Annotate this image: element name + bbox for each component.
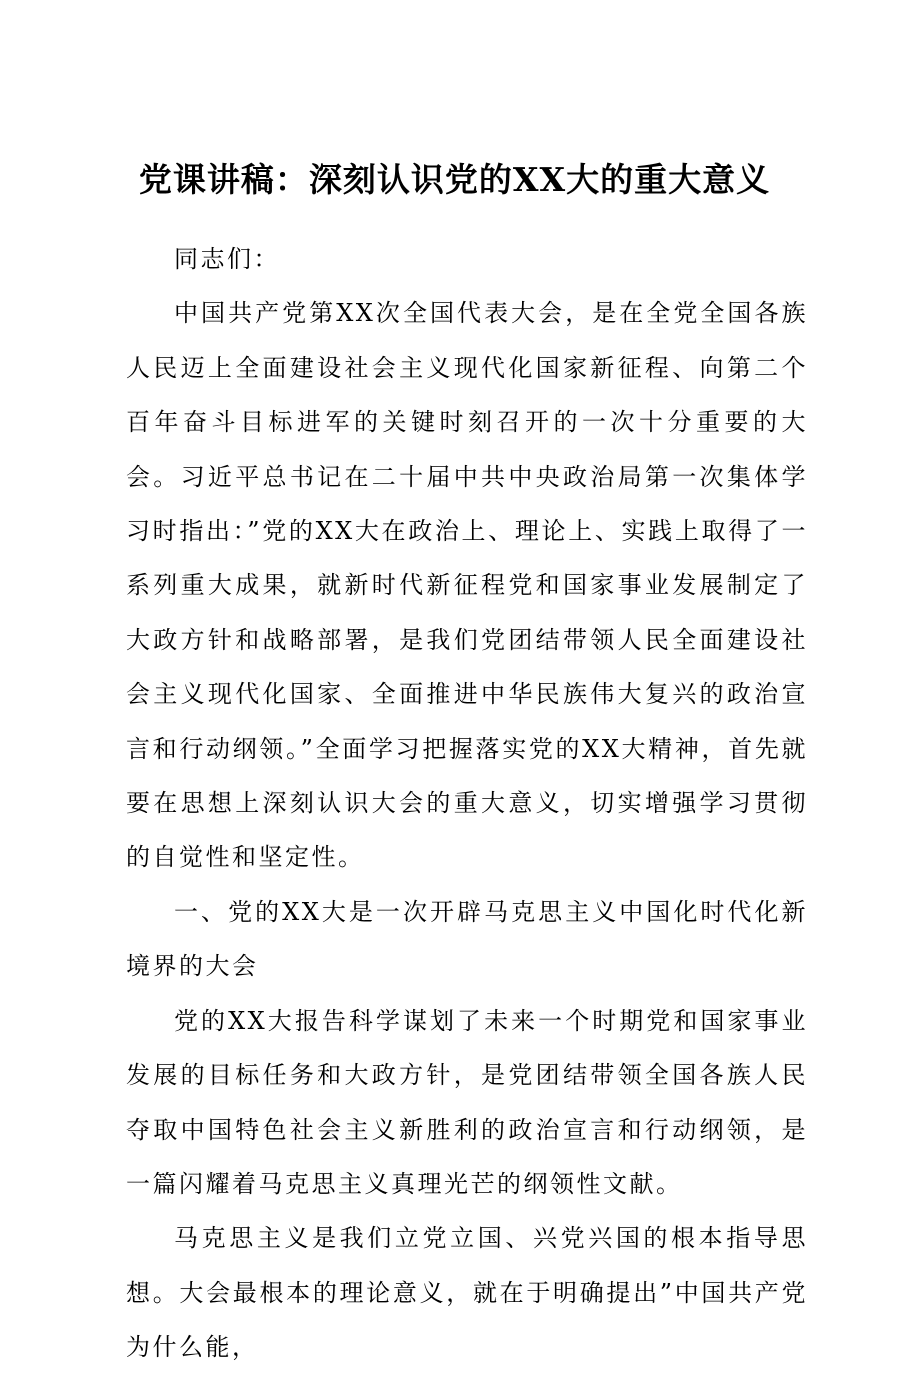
- document-body: [126, 232, 808, 1375]
- document-title: 党课讲稿：深刻认识党的XX大的重大意义: [138, 160, 771, 199]
- section-heading-1: 一、党的XX大是一次开辟马克思主义中国化时代化新境界的大会: [126, 897, 808, 981]
- intro-paragraph: 中国共产党第XX次全国代表大会，是在全党全国各族人民迈上全面建设社会主义现代化国家新征程、向第二个百年奋斗目标进军的关键时刻召开的一次十分重要的大会。习近平总书记在二十届中共中央政治局第一次集体学习时指出：”党的XX大在政治上、理论上、实践上取得了一系列重大成果，就新时代新征程党和国家事业发展制定了大政方针和战略部署，是我们党团结带领人民全面建设社会主义现代化国家、全面推进中华民族伟大复兴的政治宣言和行动纲领。”全面学习把握落实党的XX大精神，首先就要在思想上深刻认识大会的重大意义，切实增强学习贯彻的自觉性和坚定性。: [126, 299, 808, 872]
- salutation-paragraph: 同志们：: [174, 245, 280, 273]
- body-paragraph: 党的XX大报告科学谋划了未来一个时期党和国家事业发展的目标任务和大政方针，是党团结带领全国各族人民夺取中国特色社会主义新胜利的政治宣言和行动纲领，是一篇闪耀着马克思主义真理光芒的纲领性文献。: [126, 1006, 808, 1198]
- body-paragraph: 马克思主义是我们立党立国、兴党兴国的根本指导思想。大会最根本的理论意义，就在于明确提出”中国共产党为什么能，: [126, 1224, 808, 1362]
